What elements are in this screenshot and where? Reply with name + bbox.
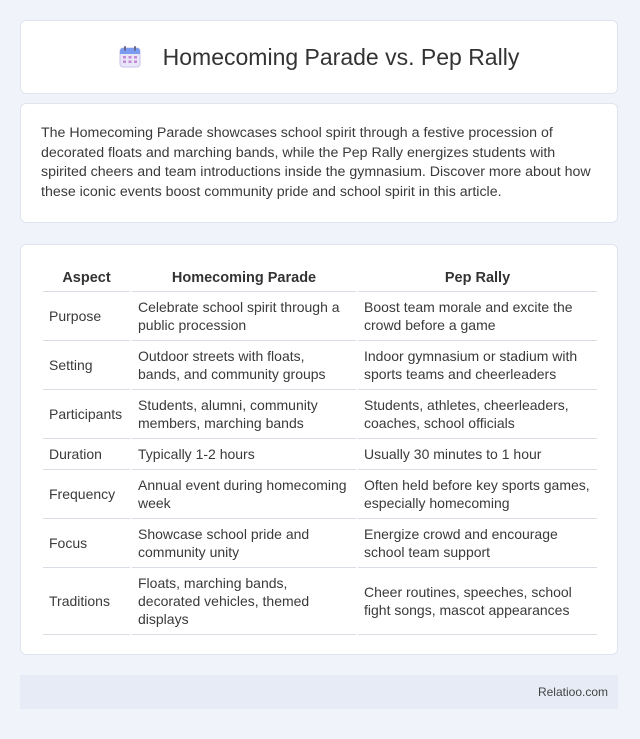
row-parade-value: Celebrate school spirit through a public procession bbox=[132, 292, 356, 341]
row-rally-value: Boost team morale and excite the crowd before a game bbox=[358, 292, 597, 341]
row-parade-value: Annual event during homecoming week bbox=[132, 470, 356, 519]
footer bbox=[20, 675, 618, 709]
page-title: Homecoming Parade vs. Pep Rally bbox=[162, 43, 520, 70]
row-aspect: Setting bbox=[43, 341, 130, 390]
title-card bbox=[20, 20, 618, 94]
table-row bbox=[43, 292, 597, 341]
table-header-row bbox=[43, 265, 597, 292]
row-aspect: Participants bbox=[43, 390, 130, 439]
row-aspect: Traditions bbox=[43, 568, 130, 635]
table-row bbox=[43, 470, 597, 519]
row-aspect: Purpose bbox=[43, 292, 130, 341]
footer-brand: Relatioo.com bbox=[537, 685, 608, 699]
row-rally-value: Cheer routines, speeches, school fight songs, mascot appearances bbox=[358, 568, 597, 635]
table-row bbox=[43, 568, 597, 635]
table-row bbox=[43, 341, 597, 390]
comparison-table bbox=[41, 265, 599, 635]
row-parade-value: Typically 1-2 hours bbox=[132, 439, 356, 470]
row-parade-value: Students, alumni, community members, marching bands bbox=[132, 390, 356, 439]
row-rally-value: Indoor gymnasium or stadium with sports teams and cheerleaders bbox=[358, 341, 597, 390]
intro-card bbox=[20, 103, 618, 223]
row-rally-value: Students, athletes, cheerleaders, coaches, school officials bbox=[358, 390, 597, 439]
calendar-icon bbox=[119, 46, 141, 68]
intro-text: The Homecoming Parade showcases school spirit through a festive procession of decorated floats and marching bands, while the Pep Rally energizes students with spirited cheers and team introductions inside the gymnasium. Discover more about how these iconic events boost community pride and school spirit in this article. bbox=[41, 125, 591, 200]
row-aspect: Frequency bbox=[43, 470, 130, 519]
row-rally-value: Often held before key sports games, especially homecoming bbox=[358, 470, 597, 519]
comparison-card bbox=[20, 244, 618, 655]
header-aspect: Aspect bbox=[43, 265, 130, 292]
table-row bbox=[43, 519, 597, 568]
table-row bbox=[43, 390, 597, 439]
row-aspect: Duration bbox=[43, 439, 130, 470]
table-row bbox=[43, 439, 597, 470]
row-aspect: Focus bbox=[43, 519, 130, 568]
row-parade-value: Floats, marching bands, decorated vehicles, themed displays bbox=[132, 568, 356, 635]
row-parade-value: Outdoor streets with floats, bands, and community groups bbox=[132, 341, 356, 390]
header-homecoming-parade: Homecoming Parade bbox=[132, 265, 356, 292]
row-rally-value: Usually 30 minutes to 1 hour bbox=[358, 439, 597, 470]
row-rally-value: Energize crowd and encourage school team support bbox=[358, 519, 597, 568]
row-parade-value: Showcase school pride and community unity bbox=[132, 519, 356, 568]
header-pep-rally: Pep Rally bbox=[358, 265, 597, 292]
